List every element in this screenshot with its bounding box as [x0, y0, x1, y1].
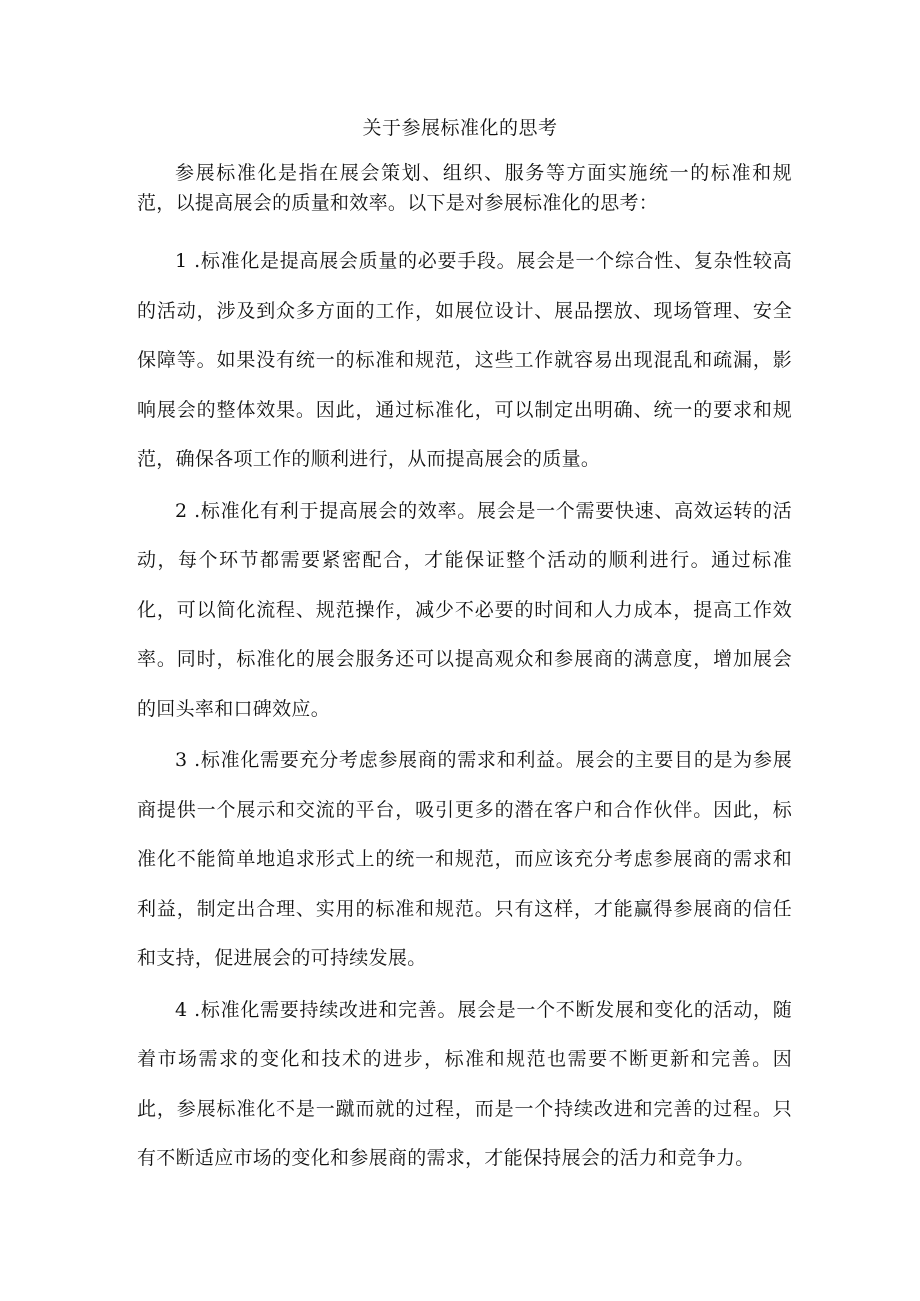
point-paragraph-3: 3 .标准化需要充分考虑参展商的需求和利益。展会的主要目的是为参展商提供一个展示和交流的平台，吸引更多的潜在客户和合作伙伴。因此，标准化不能简单地追求形式上的统一和规范，而应该充分考虑参展商的需求和利益，制定出合理、实用的标准和规范。只有这样，才能赢得参展商的信任和支持，促进展会的可持续发展。 [137, 749, 792, 969]
intro-paragraph: 参展标准化是指在展会策划、组织、服务等方面实施统一的标准和规范，以提高展会的质量和效率。以下是对参展标准化的思考： [137, 162, 792, 214]
point-paragraph-4: 4 .标准化需要持续改进和完善。展会是一个不断发展和变化的活动，随着市场需求的变化和技术的进步，标准和规范也需要不断更新和完善。因此，参展标准化不是一蹴而就的过程，而是一个持续改进和完善的过程。只有不断适应市场的变化和参展商的需求，才能保持展会的活力和竞争力。 [137, 998, 792, 1169]
point-paragraph-2: 2 .标准化有利于提高展会的效率。展会是一个需要快速、高效运转的活动，每个环节都需要紧密配合，才能保证整个活动的顺利进行。通过标准化，可以简化流程、规范操作，减少不必要的时间和人力成本，提高工作效率。同时，标准化的展会服务还可以提高观众和参展商的满意度，增加展会的回头率和口碑效应。 [137, 499, 792, 720]
point-paragraph-1: 1 .标准化是提高展会质量的必要手段。展会是一个综合性、复杂性较高的活动，涉及到众多方面的工作，如展位设计、展品摆放、现场管理、安全保障等。如果没有统一的标准和规范，这些工作就容易出现混乱和疏漏，影响展会的整体效果。因此，通过标准化，可以制定出明确、统一的要求和规范，确保各项工作的顺利进行，从而提高展会的质量。 [137, 250, 792, 470]
document-title: 关于参展标准化的思考 [362, 117, 558, 139]
document-body [137, 158, 792, 1186]
